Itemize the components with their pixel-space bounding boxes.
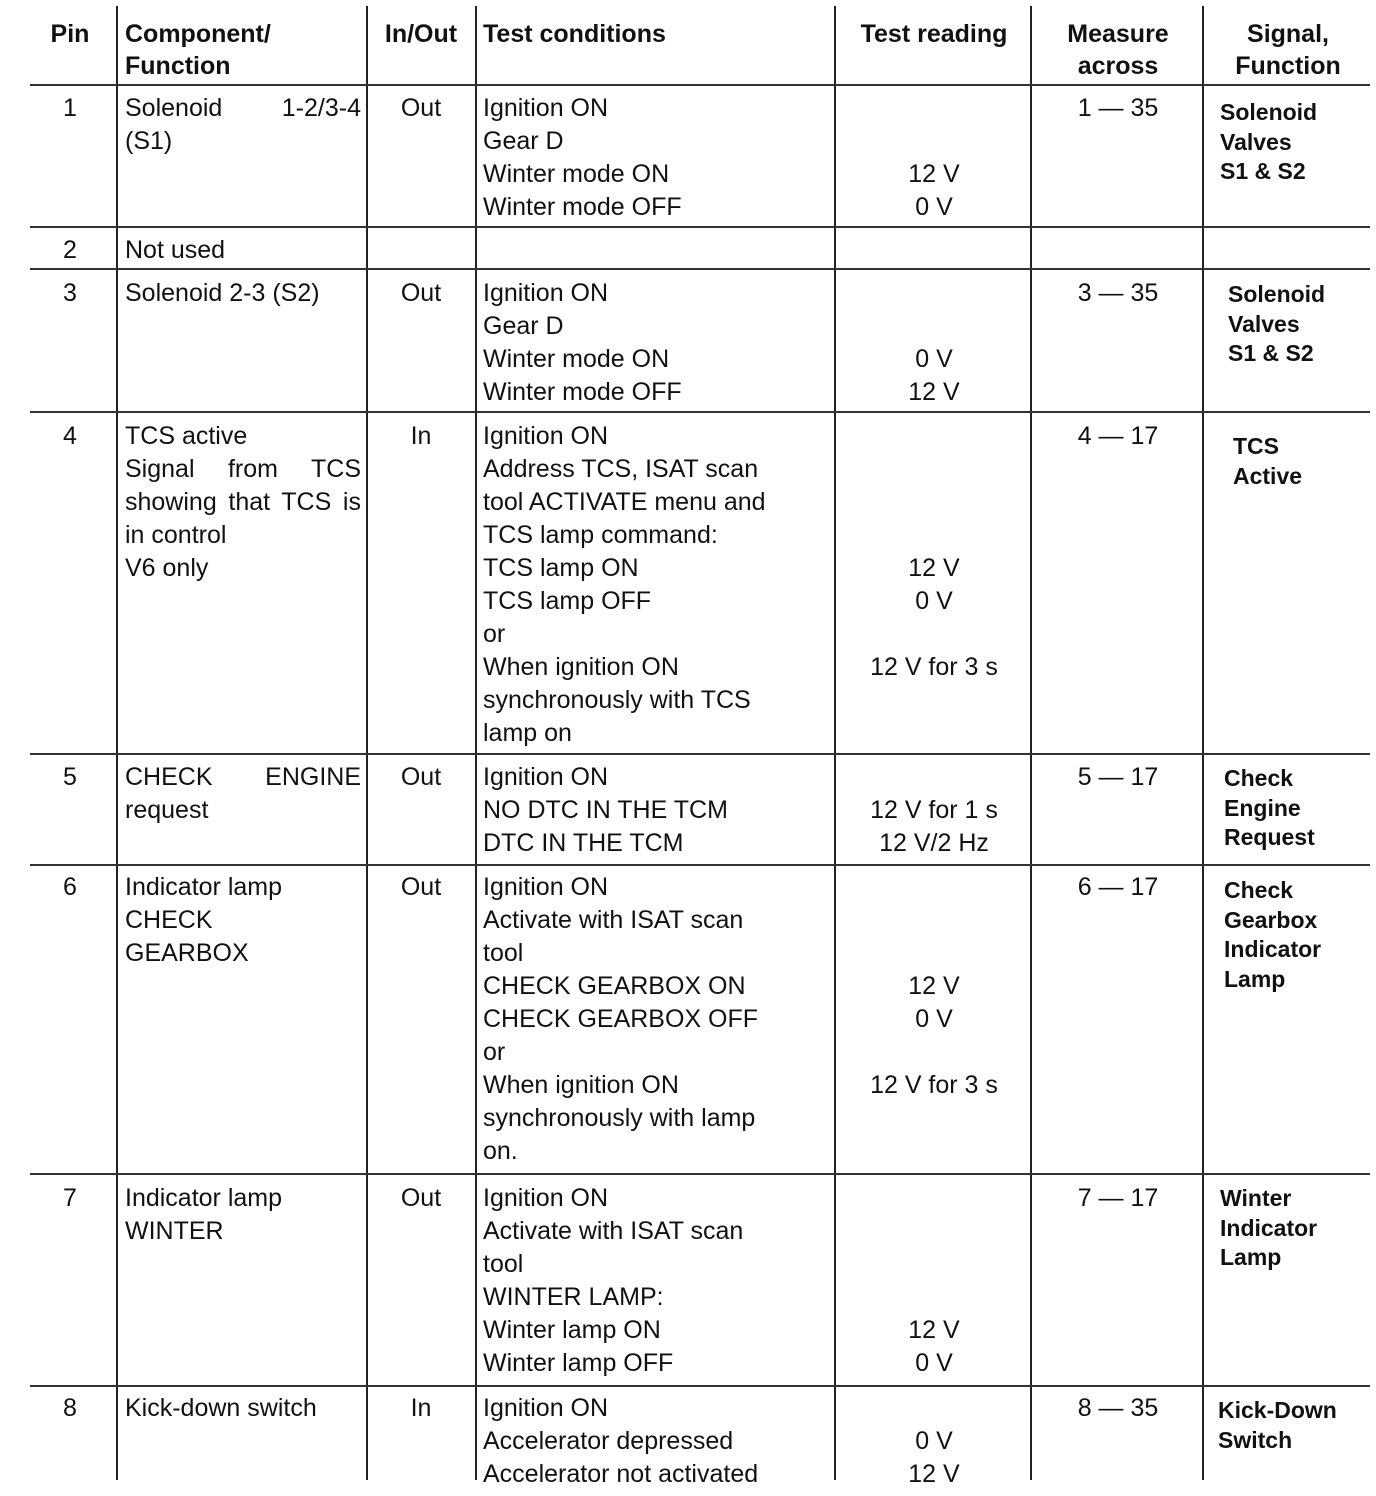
pin-number: 1 <box>63 94 77 122</box>
test-condition-line: Winter mode ON <box>483 160 670 188</box>
test-reading-line <box>838 1182 1030 1215</box>
test-condition-line: WINTER LAMP: <box>483 1283 664 1311</box>
measure-across: 8 — 35 <box>1077 1394 1159 1422</box>
test-condition-line: Activate with ISAT scan <box>483 1217 744 1245</box>
measure-across: 5 — 17 <box>1077 763 1159 791</box>
test-reading-line <box>838 1392 1030 1425</box>
test-reading-line <box>838 125 1030 158</box>
test-condition-line: Ignition ON <box>483 763 609 791</box>
test-reading-line <box>838 453 1030 486</box>
test-reading <box>838 420 1030 750</box>
test-reading-line: 12 V for 3 s <box>870 1071 998 1099</box>
test-reading-line: 12 V <box>908 378 960 406</box>
pin-number: 2 <box>63 236 77 264</box>
test-conditions <box>483 761 828 860</box>
component-function: Solenoid 2-3 (S2) <box>125 279 320 307</box>
test-condition-line: TCS lamp command: <box>483 521 718 549</box>
test-reading-line <box>838 420 1030 453</box>
test-reading <box>838 92 1030 224</box>
test-reading-line: 12 V <box>908 160 960 188</box>
test-reading-line <box>838 486 1030 519</box>
measure-across: 1 — 35 <box>1077 94 1159 122</box>
test-conditions <box>483 420 828 750</box>
test-reading <box>838 1392 1030 1491</box>
pin-number: 5 <box>63 763 77 791</box>
test-reading-line <box>838 904 1030 937</box>
test-condition-line: Gear D <box>483 312 564 340</box>
in-out: Out <box>400 763 442 791</box>
pin-number: 8 <box>63 1394 77 1422</box>
test-reading <box>838 761 1030 860</box>
test-reading-line <box>838 871 1030 904</box>
signal-function: Check Gearbox Indicator Lamp <box>1224 877 1322 992</box>
test-reading-line: 0 V <box>915 587 953 615</box>
test-condition-line: Address TCS, ISAT scan <box>483 455 759 483</box>
row-divider <box>30 411 1370 413</box>
row-divider <box>30 268 1370 270</box>
test-condition-line: Ignition ON <box>483 422 609 450</box>
in-out: Out <box>400 279 442 307</box>
row-divider <box>30 753 1370 755</box>
row-divider <box>30 226 1370 228</box>
test-reading-line <box>838 937 1030 970</box>
test-condition-line: Winter lamp OFF <box>483 1349 674 1377</box>
test-reading-line <box>838 618 1030 651</box>
row-divider <box>30 864 1370 866</box>
component-function: Not used <box>125 236 226 264</box>
test-condition-line: When ignition ON <box>483 1071 679 1099</box>
test-reading-line <box>838 1036 1030 1069</box>
test-condition-line: or <box>483 620 506 648</box>
signal-function: Solenoid Valves S1 & S2 <box>1228 281 1326 366</box>
measure-across: 6 — 17 <box>1077 873 1159 901</box>
pin-number: 7 <box>63 1184 77 1212</box>
test-condition-line: Ignition ON <box>483 1394 609 1422</box>
test-reading-line: 12 V for 3 s <box>870 653 998 681</box>
test-condition-line: Activate with ISAT scan <box>483 906 744 934</box>
in-out: Out <box>400 94 442 122</box>
test-reading-line: 12 V/2 Hz <box>879 829 989 857</box>
test-condition-line: Winter mode OFF <box>483 193 682 221</box>
test-condition-line: NO DTC IN THE TCM <box>483 796 728 824</box>
test-condition-line: synchronously with lamp <box>483 1104 756 1132</box>
test-conditions <box>483 1392 828 1491</box>
test-condition-line: DTC IN THE TCM <box>483 829 684 857</box>
test-reading-line <box>838 92 1030 125</box>
test-condition-line: When ignition ON <box>483 653 679 681</box>
header-in-out: In/Out <box>384 20 458 48</box>
test-condition-line: Accelerator not activated <box>483 1460 759 1488</box>
pin-number: 6 <box>63 873 77 901</box>
test-reading <box>838 871 1030 1168</box>
test-reading-line: 12 V <box>908 1460 960 1488</box>
test-reading-line <box>838 761 1030 794</box>
test-condition-line: Ignition ON <box>483 1184 609 1212</box>
row-divider <box>30 1385 1370 1387</box>
pin-number: 4 <box>63 422 77 450</box>
test-reading-line <box>838 277 1030 310</box>
header-test-conditions: Test conditions <box>483 20 666 48</box>
test-conditions <box>483 871 828 1168</box>
header-underline <box>30 84 1370 86</box>
component-function: Kick-down switch <box>125 1394 317 1422</box>
test-condition-line: TCS lamp OFF <box>483 587 652 615</box>
test-reading-line: 0 V <box>915 1349 953 1377</box>
test-condition-line: CHECK GEARBOX ON <box>483 972 746 1000</box>
test-conditions <box>483 1182 828 1380</box>
component-function: CHECK ENGINE request <box>125 763 361 824</box>
test-condition-line: tool ACTIVATE menu and <box>483 488 766 516</box>
measure-across: 7 — 17 <box>1077 1184 1159 1212</box>
test-reading <box>838 1182 1030 1380</box>
in-out: Out <box>400 1184 442 1212</box>
test-conditions <box>483 92 828 224</box>
test-condition-line: tool <box>483 939 524 967</box>
test-condition-line: Accelerator depressed <box>483 1427 734 1455</box>
test-reading-line: 0 V <box>915 1427 953 1455</box>
signal-function: Winter Indicator Lamp <box>1220 1185 1318 1270</box>
test-reading-line <box>838 1281 1030 1314</box>
signal-function: Solenoid Valves S1 & S2 <box>1220 99 1318 184</box>
signal-function: Check Engine Request <box>1224 765 1315 850</box>
test-condition-line: TCS lamp ON <box>483 554 639 582</box>
test-reading-line: 0 V <box>915 193 953 221</box>
test-condition-line: CHECK GEARBOX OFF <box>483 1005 759 1033</box>
test-condition-line: Winter mode ON <box>483 345 670 373</box>
test-reading-line <box>838 684 1030 717</box>
test-reading-line: 0 V <box>915 1005 953 1033</box>
test-reading-line: 0 V <box>915 345 953 373</box>
test-condition-line: synchronously with TCS <box>483 686 751 714</box>
test-condition-line: on. <box>483 1137 518 1165</box>
test-condition-line: Ignition ON <box>483 94 609 122</box>
test-reading-line <box>838 310 1030 343</box>
component-function: TCS active Signal from TCS showing that TCS is in control V6 only <box>125 422 361 582</box>
test-reading-line <box>838 1102 1030 1135</box>
component-function: Indicator lamp CHECK GEARBOX <box>125 873 283 967</box>
component-function: Solenoid 1-2/3-4 (S1) <box>125 94 361 155</box>
row-divider <box>30 1173 1370 1175</box>
signal-function: Kick-Down Switch <box>1218 1397 1337 1453</box>
test-condition-line: Winter mode OFF <box>483 378 682 406</box>
test-condition-line: tool <box>483 1250 524 1278</box>
test-condition-line: or <box>483 1038 506 1066</box>
header-pin: Pin <box>50 20 90 48</box>
signal-function: TCS Active <box>1233 433 1303 489</box>
test-condition-line: Ignition ON <box>483 279 609 307</box>
component-function: Indicator lamp WINTER <box>125 1184 283 1245</box>
in-out: Out <box>400 873 442 901</box>
test-condition-line: Ignition ON <box>483 873 609 901</box>
test-reading-line <box>838 717 1030 750</box>
test-conditions <box>483 277 828 409</box>
test-reading-line <box>838 1215 1030 1248</box>
test-reading-line: 12 V <box>908 972 960 1000</box>
pin-number: 3 <box>63 279 77 307</box>
test-condition-line: lamp on <box>483 719 572 747</box>
test-reading-line: 12 V for 1 s <box>870 796 998 824</box>
test-reading-line <box>838 1248 1030 1281</box>
in-out: In <box>410 1394 432 1422</box>
test-reading-line: 12 V <box>908 554 960 582</box>
header-measure-across: Measure across <box>1067 20 1169 80</box>
test-reading-line <box>838 519 1030 552</box>
test-reading-line: 12 V <box>908 1316 960 1344</box>
header-signal-function: Signal, Function <box>1235 20 1341 80</box>
test-condition-line: Gear D <box>483 127 564 155</box>
test-reading <box>838 277 1030 409</box>
test-condition-line: Winter lamp ON <box>483 1316 661 1344</box>
measure-across: 3 — 35 <box>1077 279 1159 307</box>
test-reading-line <box>838 1135 1030 1168</box>
header-test-reading: Test reading <box>860 20 1008 48</box>
in-out: In <box>410 422 432 450</box>
header-component: Component/ Function <box>125 20 271 80</box>
measure-across: 4 — 17 <box>1077 422 1159 450</box>
